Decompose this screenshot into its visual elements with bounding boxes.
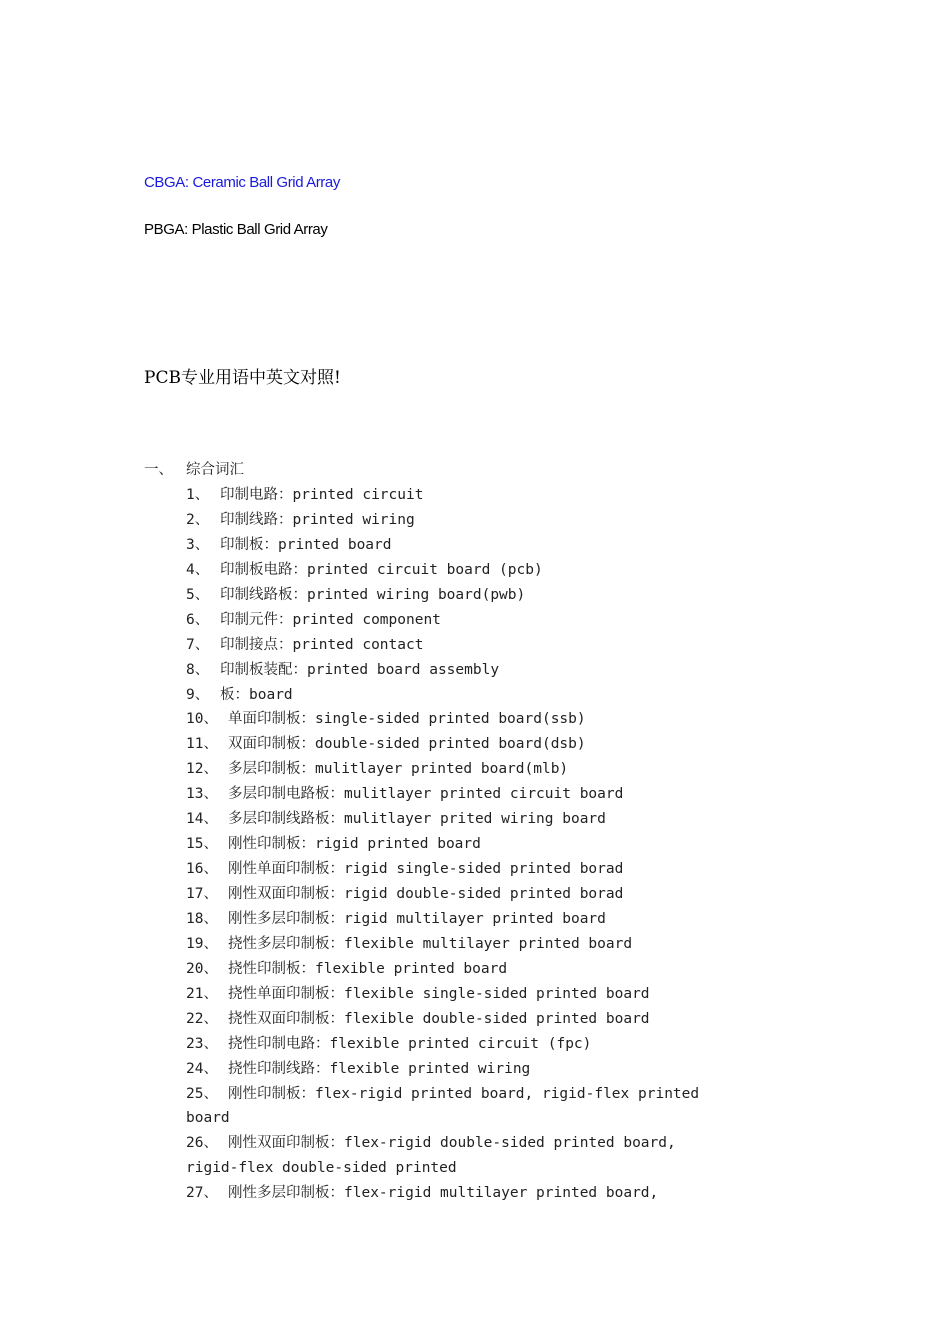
list-item [186,1131,699,1156]
item-text: 印制板：printed board [220,536,392,553]
list-item [186,882,699,907]
list-item [186,658,699,683]
item-text: board [186,1110,230,1127]
list-item [186,1007,699,1032]
list-item [186,757,699,782]
item-number: 22、 [186,1010,218,1027]
list-item [186,957,699,982]
term-list [186,483,699,1206]
item-text: 印制接点：printed contact [220,636,424,653]
item-number: 13、 [186,786,218,803]
item-text: 挠性印制板：flexible printed board [228,960,508,977]
item-text: 印制电路：printed circuit [220,487,424,503]
item-number: 1、 [186,487,210,503]
section-number: 一、 [144,462,173,478]
list-item [186,832,699,857]
list-item [186,1032,699,1057]
item-number: 18、 [186,910,218,927]
item-text: 印制板电路：printed circuit board (pcb) [220,561,543,578]
item-text: 刚性印制板：rigid printed board [228,836,481,853]
item-text: 刚性多层印制板：flex-rigid multilayer printed board, [228,1185,659,1202]
item-text: 刚性双面印制板：flex-rigid double-sided printed board, [228,1135,676,1152]
item-number: 20、 [186,960,218,977]
list-item [186,1156,699,1181]
item-text: 双面印制板：double-sided printed board(dsb) [228,736,586,753]
item-text: 多层印制电路板：mulitlayer printed circuit board [228,786,624,803]
item-number: 25、 [186,1085,218,1102]
list-item [186,732,699,757]
item-text: 印制板装配：printed board assembly [220,661,500,678]
item-number: 17、 [186,886,218,902]
item-text: 挠性多层印制板：flexible multilayer printed board [228,935,633,952]
item-text: 印制元件：printed component [220,611,441,628]
item-text: 刚性单面印制板：rigid single-sided printed borad [228,861,624,878]
item-number: 7、 [186,636,210,653]
list-item [186,633,699,658]
section-heading [144,458,244,479]
list-item [186,508,699,533]
item-text: 刚性双面印制板：rigid double-sided printed borad [228,886,624,902]
item-number: 15、 [186,836,218,853]
section-label: 综合词汇 [186,462,244,478]
item-number: 24、 [186,1060,218,1077]
list-item [186,1106,699,1131]
list-item [186,1082,699,1107]
list-item [186,907,699,932]
pbga-definition: PBGA: Plastic Ball Grid Array [144,221,328,238]
item-number: 16、 [186,861,218,878]
list-item [186,807,699,832]
list-item [186,1181,699,1206]
list-item [186,533,699,558]
list-item [186,1057,699,1082]
list-item [186,608,699,633]
item-number: 8、 [186,661,210,678]
item-number: 26、 [186,1135,218,1152]
page-title: PCB专业用语中英文对照! [144,368,341,388]
list-item [186,782,699,807]
list-item [186,583,699,608]
list-item [186,932,699,957]
item-text: 挠性印制线路：flexible printed wiring [228,1060,531,1077]
item-number: 4、 [186,561,210,578]
item-number: 3、 [186,536,210,553]
item-text: 多层印制板：mulitlayer printed board(mlb) [228,761,569,778]
cbga-definition-link[interactable]: CBGA: Ceramic Ball Grid Array [144,174,340,191]
list-item [186,683,699,708]
item-number: 21、 [186,985,218,1002]
list-item [186,483,699,508]
item-number: 14、 [186,811,218,828]
item-number: 23、 [186,1035,218,1052]
item-number: 5、 [186,586,210,603]
item-text: 挠性印制电路：flexible printed circuit (fpc) [228,1035,592,1052]
item-text: 印制线路板：printed wiring board(pwb) [220,586,526,603]
item-text: rigid-flex double-sided printed [186,1160,457,1177]
item-text: 挠性双面印制板：flexible double-sided printed board [228,1010,650,1027]
item-text: 挠性单面印制板：flexible single-sided printed board [228,985,650,1002]
item-text: 单面印制板：single-sided printed board(ssb) [228,711,586,728]
item-number: 10、 [186,711,218,728]
list-item [186,857,699,882]
item-text: 印制线路：printed wiring [220,511,415,528]
item-text: 刚性印制板：flex-rigid printed board, rigid-flex printed [228,1085,700,1102]
list-item [186,707,699,732]
list-item [186,982,699,1007]
item-number: 12、 [186,761,218,778]
item-number: 2、 [186,511,210,528]
item-number: 19、 [186,935,218,952]
item-number: 27、 [186,1185,218,1202]
item-number: 6、 [186,611,210,628]
list-item [186,558,699,583]
item-number: 9、 [186,686,210,703]
item-number: 11、 [186,736,218,753]
item-text: 刚性多层印制板：rigid multilayer printed board [228,910,606,927]
item-text: 板：board [220,686,293,703]
item-text: 多层印制线路板：mulitlayer prited wiring board [228,811,606,828]
